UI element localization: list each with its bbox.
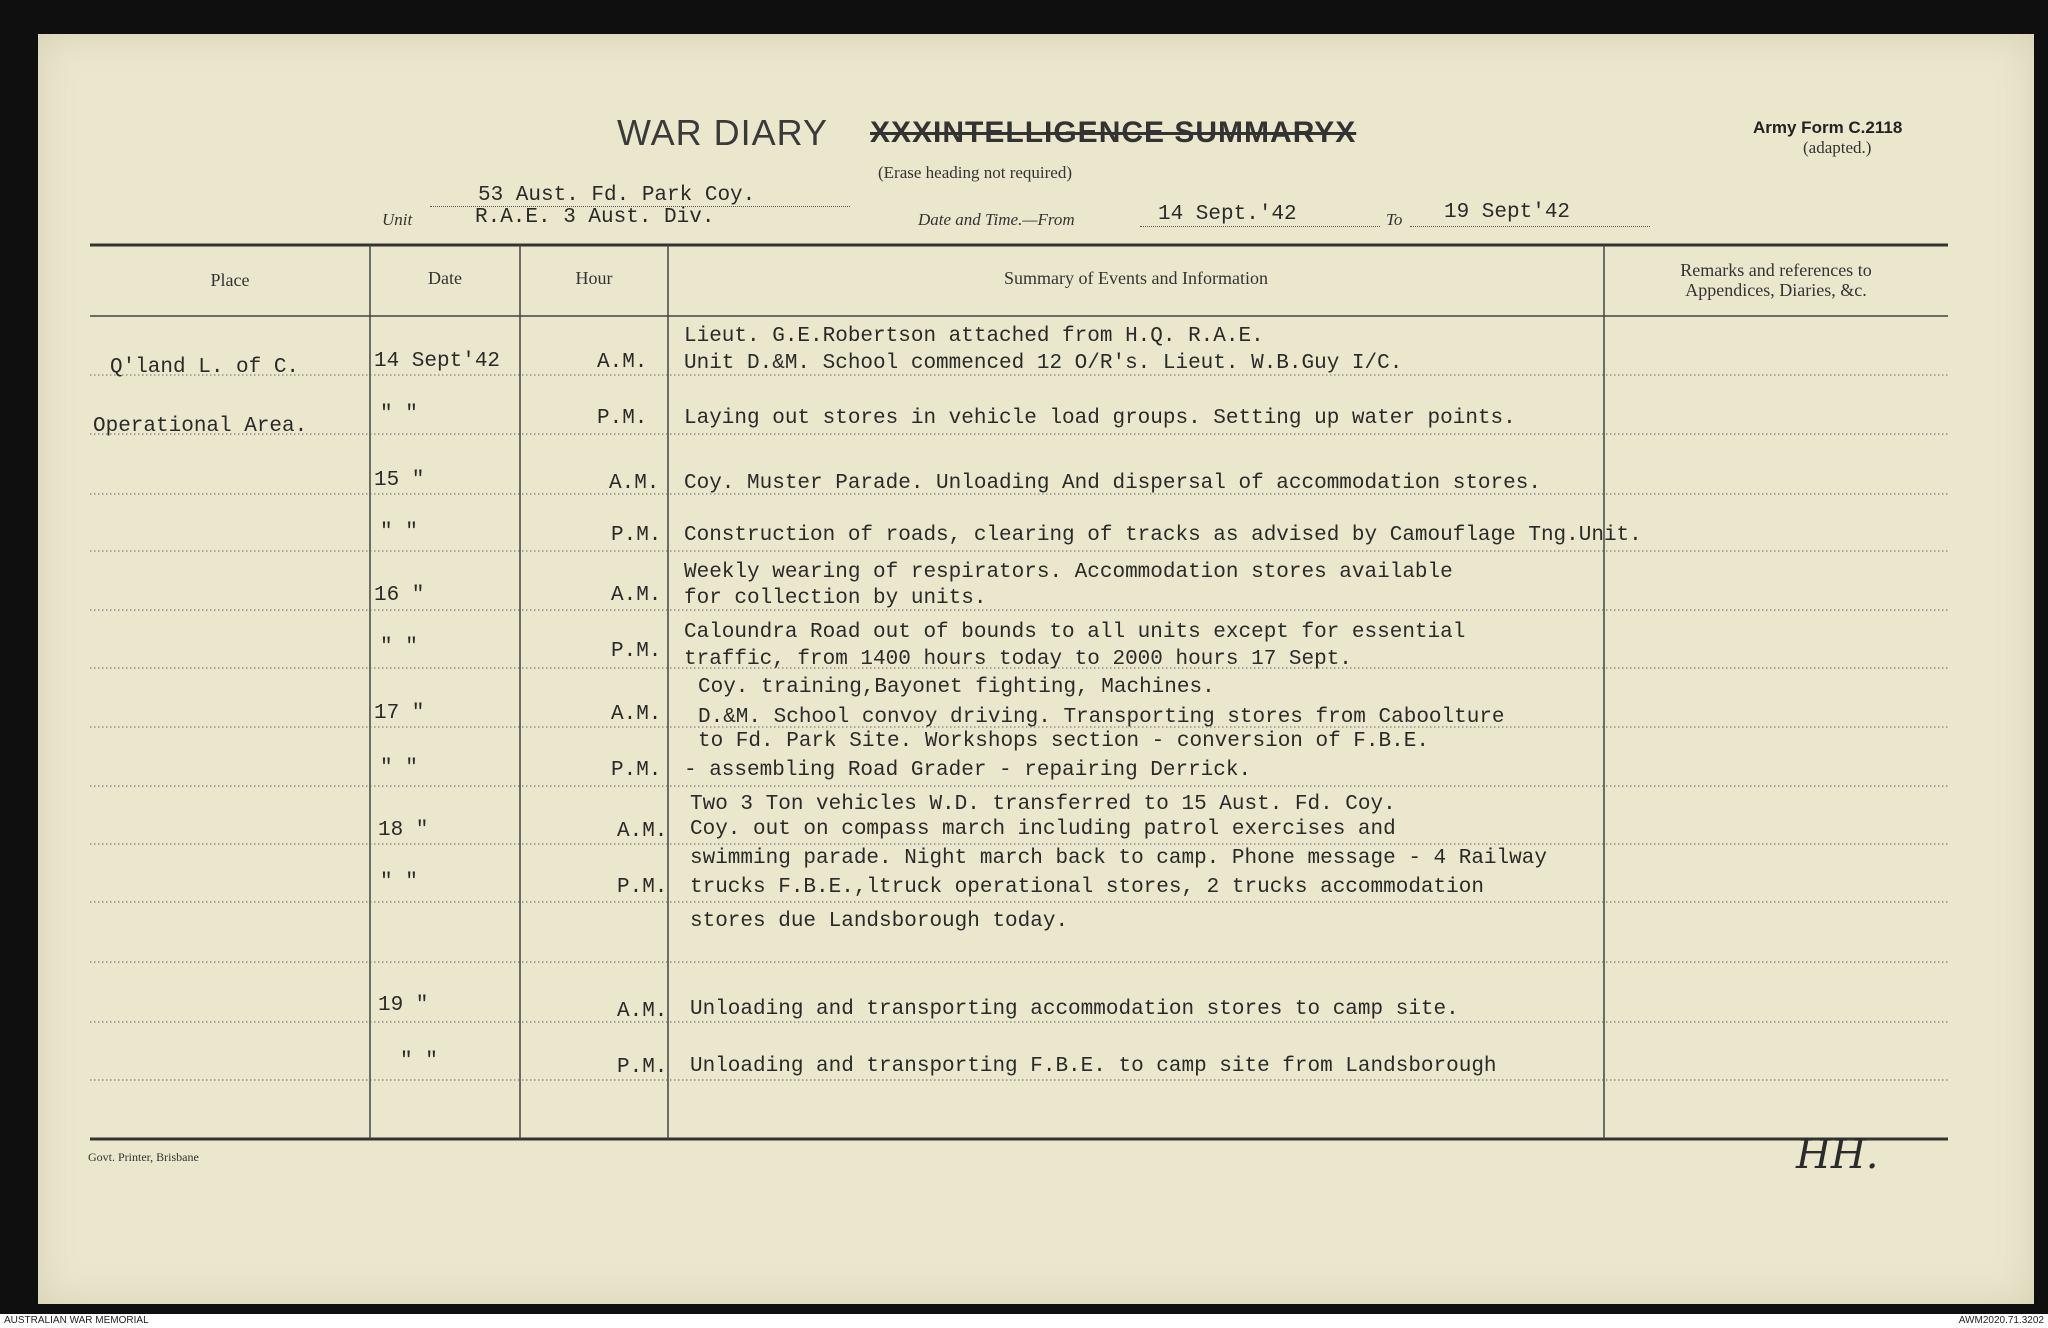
entry-line: Caloundra Road out of bounds to all units except for essential — [684, 621, 1466, 644]
entry-line: Coy. training,Bayonet fighting, Machines. — [698, 676, 1215, 699]
header-place: Place — [210, 270, 250, 290]
header-remarks-line1: Remarks and references to — [1680, 260, 1872, 280]
erase-note: (Erase heading not required) — [878, 163, 1072, 182]
date-time-label: Date and Time.—From — [918, 210, 1075, 229]
date-cell: " " — [400, 1050, 438, 1073]
handwritten-initials: HH. — [1796, 1132, 1879, 1178]
to-label: To — [1386, 210, 1403, 229]
entry-line: Unloading and transporting F.B.E. to camp site from Landsborough — [690, 1055, 1497, 1078]
hour-cell: P.M. — [611, 524, 662, 547]
unit-name: 53 Aust. Fd. Park Coy. — [478, 184, 756, 207]
entry-line: Two 3 Ton vehicles W.D. transferred to 15 Aust. Fd. Coy. — [690, 793, 1396, 816]
date-cell: " " — [380, 403, 418, 426]
hour-cell: P.M. — [617, 1056, 668, 1079]
date-cell: " " — [380, 521, 418, 544]
entry-line: - assembling Road Grader - repairing Derrick. — [684, 759, 1252, 782]
hour-cell: P.M. — [597, 407, 648, 430]
hour-cell: A.M. — [611, 584, 662, 607]
unit-division: R.A.E. 3 Aust. Div. — [475, 206, 715, 229]
adapted-note: (adapted.) — [1803, 138, 1872, 157]
entry-line: Weekly wearing of respirators. Accommodation stores available — [684, 561, 1453, 584]
diary-title: WAR DIARY — [617, 112, 829, 153]
hour-cell: P.M. — [617, 876, 668, 899]
entry-line: Construction of roads, clearing of tracks as advised by Camouflage Tng.Unit. — [684, 524, 1642, 547]
hour-cell: A.M. — [597, 351, 648, 374]
date-cell: " " — [380, 757, 418, 780]
hour-cell: A.M. — [611, 703, 662, 726]
archive-reference: AWM2020.71.3202 — [1958, 1315, 2044, 1326]
entry-line: Unloading and transporting accommodation stores to camp site. — [690, 998, 1459, 1021]
place-line-1: Q'land L. of C. — [110, 356, 300, 379]
entry-line: Coy. out on compass march including patrol exercises and — [690, 818, 1396, 841]
header-remarks-line2: Appendices, Diaries, &c. — [1685, 280, 1867, 300]
entry-line: D.&M. School convoy driving. Transporting stores from Caboolture — [698, 706, 1505, 729]
entry-line: Laying out stores in vehicle load groups. Setting up water points. — [684, 407, 1516, 430]
entry-line: trucks F.B.E.,ltruck operational stores, 2 trucks accommodation — [690, 876, 1484, 899]
hour-cell: A.M. — [609, 472, 660, 495]
date-cell: " " — [380, 871, 418, 894]
hour-cell: A.M. — [617, 1000, 668, 1023]
date-cell: 17 " — [374, 702, 425, 725]
header-summary: Summary of Events and Information — [1004, 268, 1268, 288]
date-cell: " " — [380, 636, 418, 659]
entry-line: Unit D.&M. School commenced 12 O/R's. Lieut. W.B.Guy I/C. — [684, 352, 1403, 375]
hour-cell: A.M. — [617, 820, 668, 843]
struck-heading: XXXINTELLIGENCE SUMMARYX — [870, 116, 1357, 149]
date-cell: 15 " — [374, 469, 425, 492]
date-to: 19 Sept'42 — [1444, 201, 1571, 224]
army-form-number: Army Form C.2118 — [1753, 118, 1903, 137]
archive-footer — [0, 1314, 2048, 1328]
archive-name: AUSTRALIAN WAR MEMORIAL — [4, 1315, 149, 1326]
printer-note: Govt. Printer, Brisbane — [88, 1150, 199, 1164]
header-hour: Hour — [575, 268, 613, 288]
entry-line: Lieut. G.E.Robertson attached from H.Q. R.A.E. — [684, 325, 1264, 348]
entry-line: traffic, from 1400 hours today to 2000 hours 17 Sept. — [684, 648, 1352, 671]
hour-cell: P.M. — [611, 640, 662, 663]
entry-line: for collection by units. — [684, 587, 987, 610]
date-cell: 18 " — [378, 819, 429, 842]
date-cell: 19 " — [378, 994, 429, 1017]
header-date: Date — [428, 268, 462, 288]
entry-line: to Fd. Park Site. Workshops section - conversion of F.B.E. — [698, 730, 1429, 753]
date-cell: 16 " — [374, 584, 425, 607]
entry-line: stores due Landsborough today. — [690, 910, 1069, 933]
entry-line: Coy. Muster Parade. Unloading And dispersal of accommodation stores. — [684, 472, 1541, 495]
place-line-2: Operational Area. — [93, 415, 308, 438]
hour-cell: P.M. — [611, 759, 662, 782]
date-cell: 14 Sept'42 — [374, 350, 501, 373]
entry-line: swimming parade. Night march back to camp. Phone message - 4 Railway — [690, 847, 1547, 870]
unit-label: Unit — [382, 210, 413, 229]
date-from: 14 Sept.'42 — [1158, 203, 1297, 226]
